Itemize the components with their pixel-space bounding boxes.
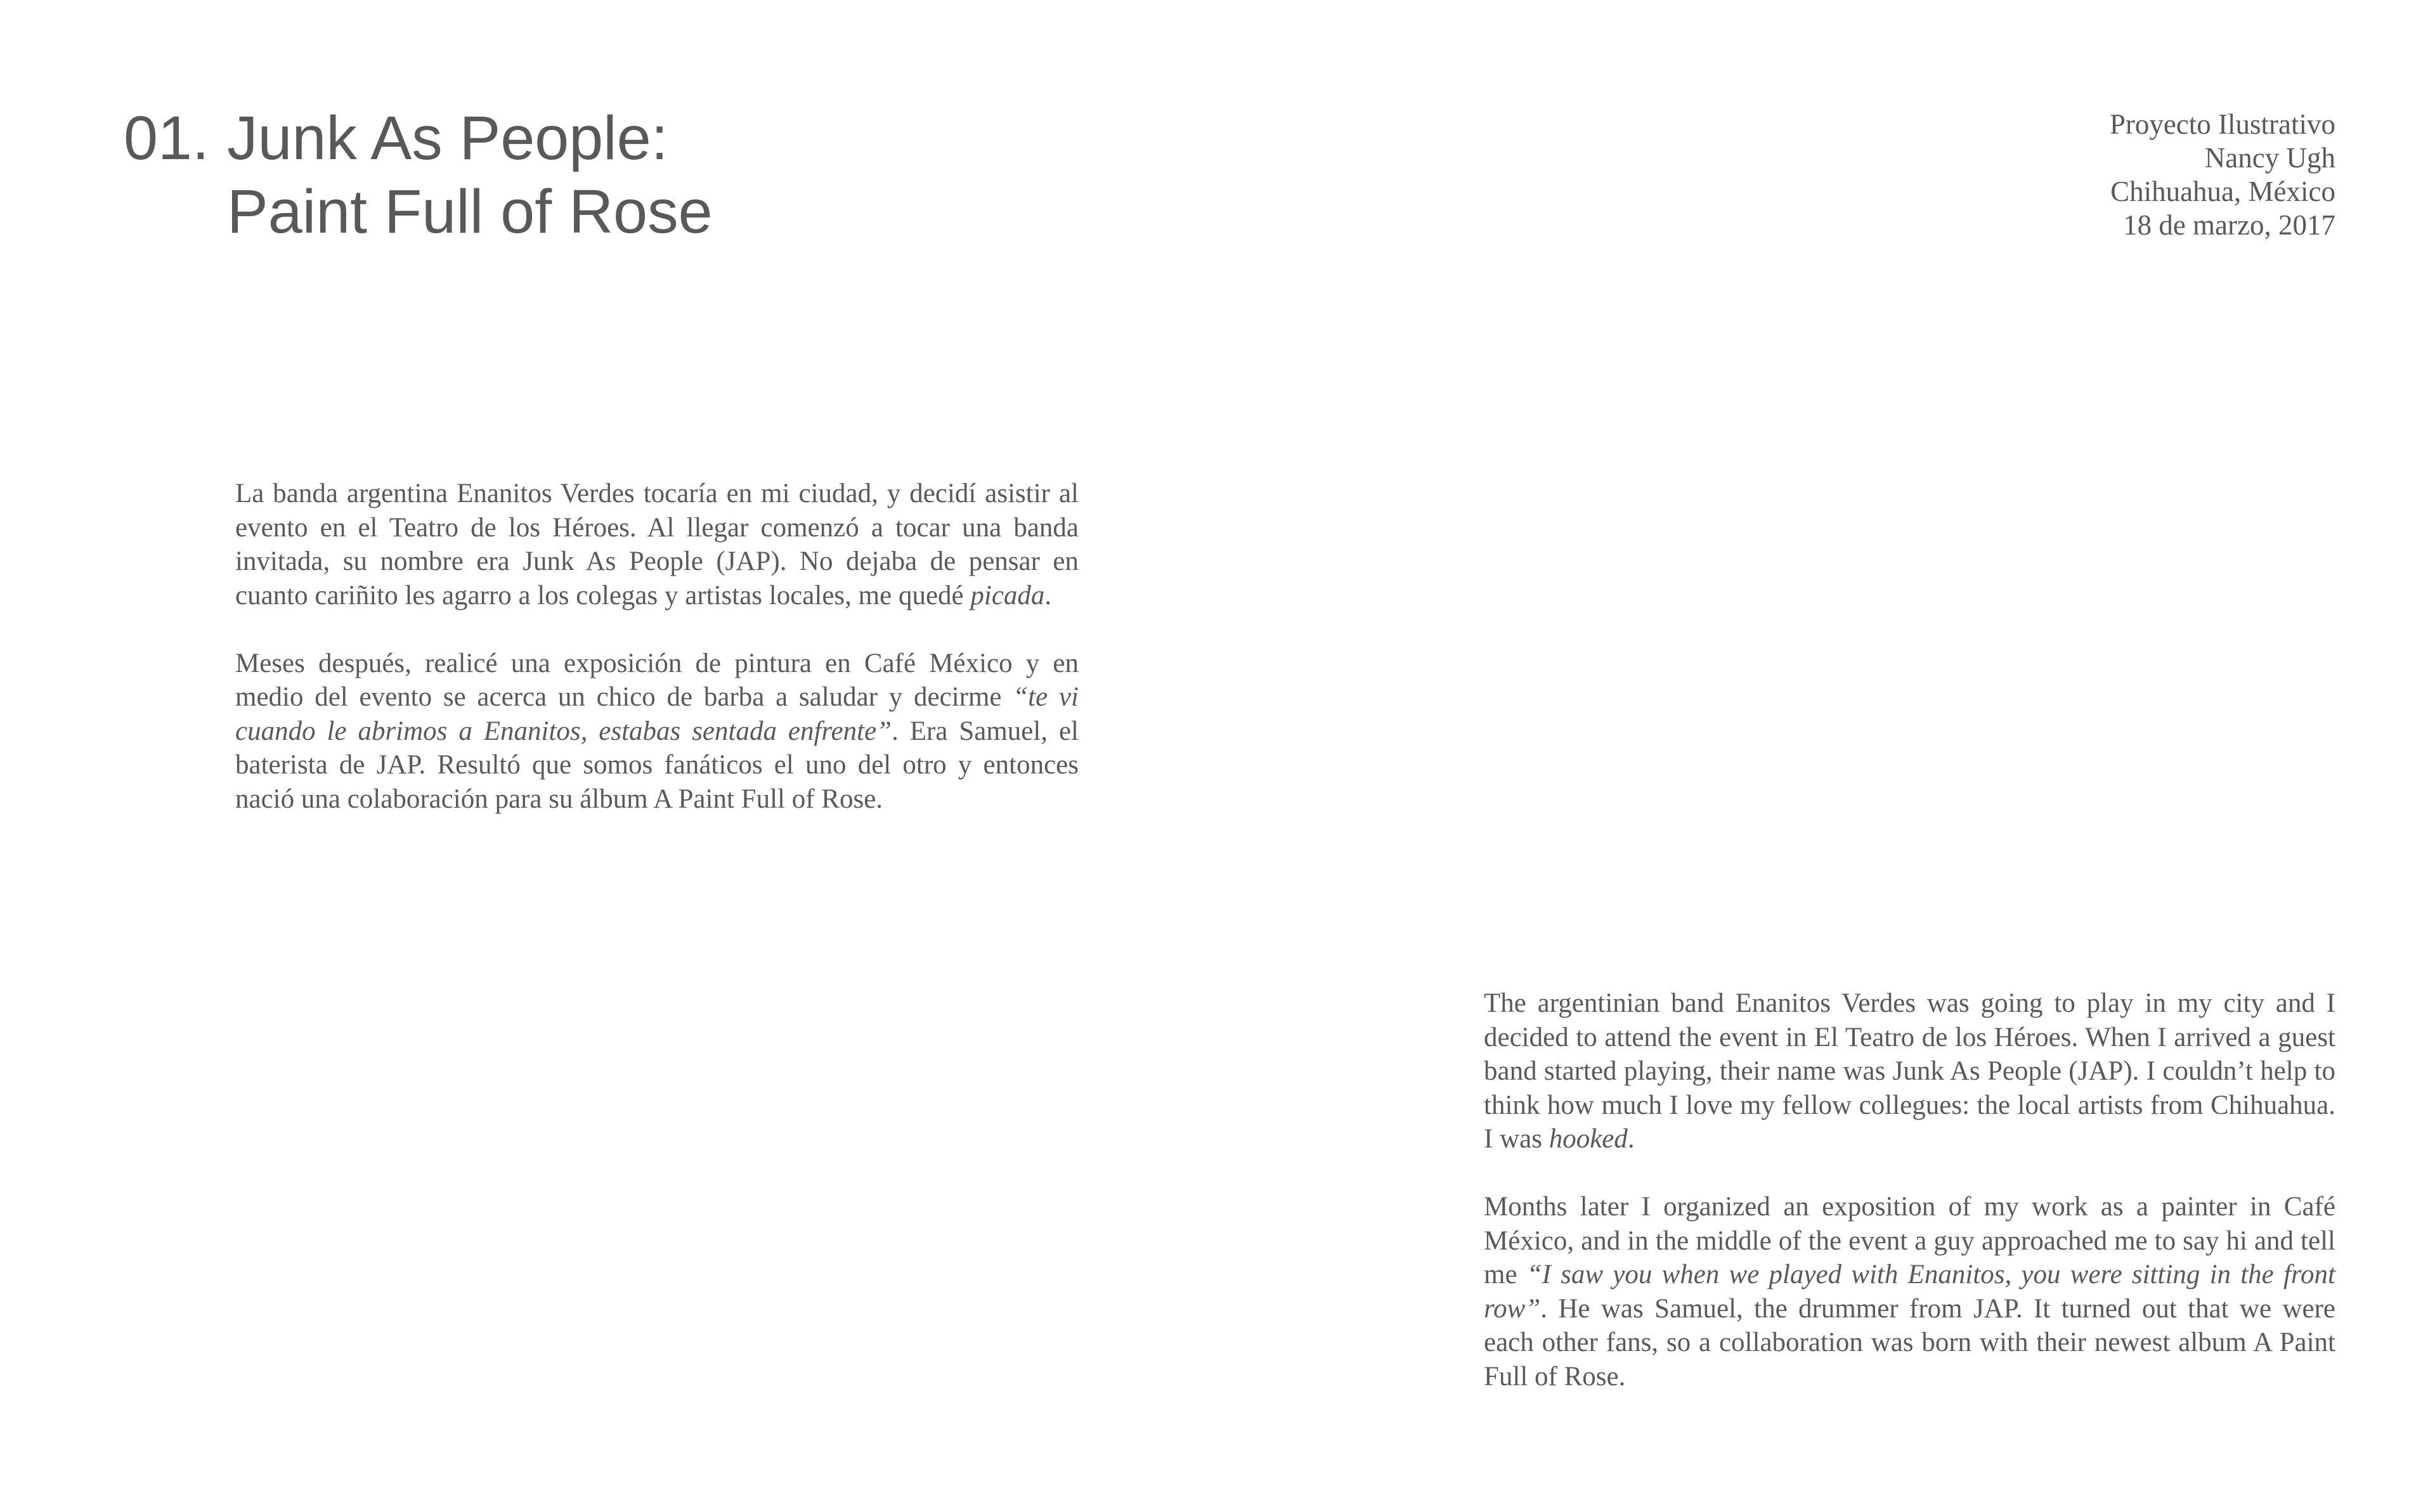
spanish-p2-end: . Era Samuel, el baterista de JAP. Resultó que somos fanáticos el uno del otro y entonces nació una colaboración para su álbum A Paint Full of Rose. <box>235 716 1079 814</box>
spanish-p2-italic: “te vi cuando le abrimos a Enanitos, estabas sentada enfrente” <box>235 682 1079 746</box>
spanish-p1-text: La banda argentina Enanitos Verdes tocaría en mi ciudad, y decidí asistir al evento en el Teatro de los Héroes. Al llegar comenzó a tocar una banda invitada, su nombre era Junk As People (JAP). No dejaba de pensar en cuanto cariñito les agarro a los colegas y artistas locales, me quedé <box>235 479 1079 611</box>
spanish-paragraph-1 <box>235 477 1079 612</box>
spanish-paragraph-2 <box>235 647 1079 817</box>
project-name: Proyecto Ilustrativo <box>2109 108 2335 140</box>
spanish-p1-italic: picada <box>970 580 1045 611</box>
english-p2-text: Months later I organized an exposition of my work as a painter in Café México, and in the middle of the event a guy approached me to say hi and tell me <box>1484 1192 2335 1289</box>
english-p1-end: . <box>1627 1124 1635 1154</box>
author-name: Nancy Ugh <box>2204 142 2335 174</box>
project-info <box>1892 108 2335 242</box>
english-paragraph-2 <box>1484 1190 2335 1393</box>
spanish-text-block <box>235 477 1079 816</box>
page-title <box>124 101 885 249</box>
english-text-block <box>1484 986 2335 1393</box>
english-p2-end: . He was Samuel, the drummer from JAP. It turned out that we were each other fans, so a collaboration was born with their newest album A Paint Full of Rose. <box>1484 1293 2335 1392</box>
title-line-1: Junk As People: <box>227 103 668 172</box>
english-p1-italic: hooked <box>1549 1124 1628 1154</box>
title-line-2: Paint Full of Rose <box>227 177 713 246</box>
english-paragraph-1 <box>1484 986 2335 1156</box>
english-p2-italic: “I saw you when we played with Enanitos, you were sitting in the front row” <box>1484 1260 2335 1324</box>
spanish-p2-text: Meses después, realicé una exposición de pintura en Café México y en medio del evento se acerca un chico de barba a saludar y decirme <box>235 648 1079 712</box>
date: 18 de marzo, 2017 <box>2123 209 2335 241</box>
english-p1-text: The argentinian band Enanitos Verdes was going to play in my city and I decided to attend the event in El Teatro de los Héroes. When I arrived a guest band started playing, their name was Junk As People (JAP). I couldn’t help to think how much I love my fellow collegues: the local artists from Chihuahua. I was <box>1484 988 2335 1154</box>
location: Chihuahua, México <box>2110 176 2335 207</box>
spanish-p1-end: . <box>1044 580 1052 611</box>
title-number: 01. <box>124 103 209 172</box>
